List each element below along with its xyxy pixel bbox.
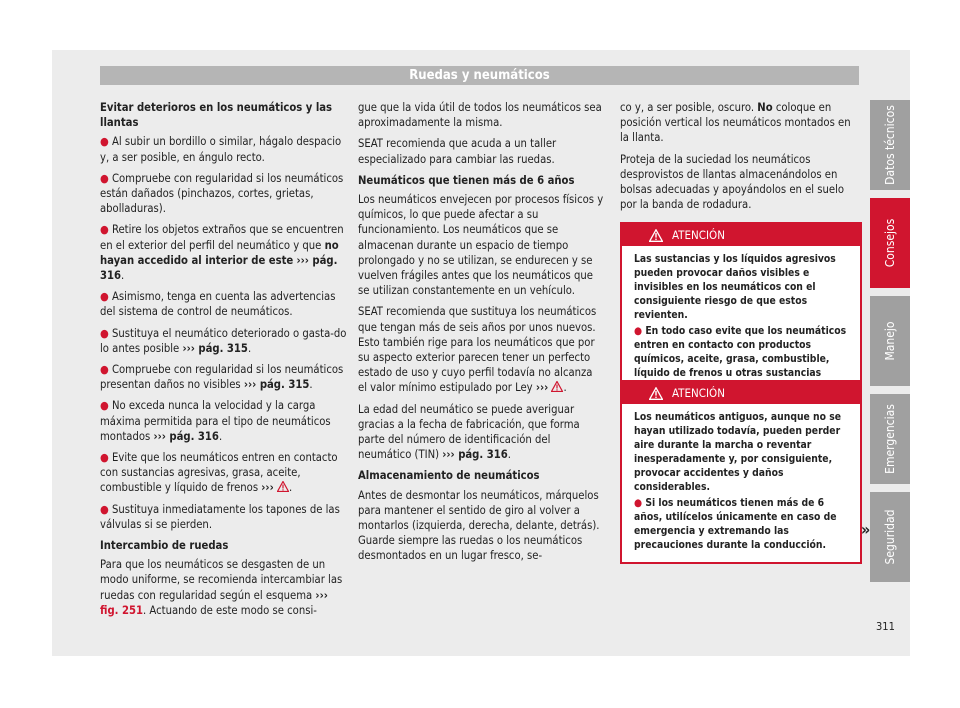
warning-box <box>620 222 862 406</box>
warning-body: Los neumáticos antiguos, aunque no se hayan utilizado todavía, pueden perder aire durante la marcha o reventar inesperadamente y, por consiguiente, provocar accidentes y daños considerables. ● Si los neumáticos tienen más de 6 años, utilícelos únicamente en caso de emergencia y extremando las precauciones durante la conducción. <box>634 411 842 551</box>
page-number: 311 <box>876 620 895 633</box>
paragraph: gue que la vida útil de todos los neumáticos sea aproximadamente la misma. <box>358 101 602 130</box>
tab-emergencias[interactable]: Emergencias <box>870 394 910 484</box>
section-heading: Neumáticos que tienen más de 6 años <box>358 173 575 187</box>
section-heading: Almacenamiento de neumáticos <box>358 469 540 483</box>
page-link[interactable]: ››› <box>261 481 274 495</box>
column-2 <box>358 100 604 570</box>
warning-title-bar <box>622 382 860 404</box>
warning-icon <box>649 387 663 400</box>
bullet-icon: ● <box>100 326 109 340</box>
paragraph: SEAT recomienda que acuda a un taller especializado para cambiar las ruedas. <box>358 137 557 166</box>
list-item: ● Asimismo, tenga en cuenta las advertencias del sistema de control de neumáticos. <box>100 290 336 319</box>
warning-icon <box>277 481 289 492</box>
paragraph: co y, a ser posible, oscuro. No coloque en posición vertical los neumáticos montados en la llanta. <box>620 101 851 145</box>
page-link[interactable]: ››› <box>535 381 549 395</box>
warning-title-bar <box>622 224 860 246</box>
bullet-icon: ● <box>634 325 643 337</box>
continue-arrow-icon: » <box>861 520 871 539</box>
bullet-icon: ● <box>100 502 109 516</box>
page-link[interactable]: ››› pág. 315 <box>243 378 310 392</box>
page-link[interactable]: ››› pág. 315 <box>182 341 248 355</box>
column-1 <box>100 100 348 624</box>
column-3 <box>620 100 860 218</box>
paragraph: Proteja de la suciedad los neumáticos desprovistos de llantas almacenándolos en bolsas adecuadas y apoyándolos en el suelo por la banda de rodadura. <box>620 152 845 212</box>
bullet-icon: ● <box>100 290 109 304</box>
warning-box <box>620 380 862 564</box>
section-heading: Evitar deterioros en los neumáticos y las llantas <box>100 101 333 130</box>
list-item: ● Sustituya el neumático deteriorado o gasta-do lo antes posible ››› pág. 315. <box>100 326 347 355</box>
warning-icon <box>551 381 563 392</box>
paragraph: Para que los neumáticos se desgasten de un modo uniforme, se recomienda intercambiar las ruedas con regularidad según el esquema ››› fig. 251. Actuando de este modo se consi- <box>100 558 343 617</box>
paragraph: Los neumáticos envejecen por procesos físicos y químicos, lo que puede afectar a su funcionamiento. Los neumáticos que se almacenan durante un espacio de tiempo prolongado y no se utilizan, se endurecen y se vuelven frágiles antes que los neumáticos que se utilizan constantemente en un vehículo. <box>358 193 604 298</box>
figure-link-arrows[interactable]: ››› <box>315 588 328 602</box>
tab-datos-tecnicos[interactable]: Datos técnicos <box>870 100 910 190</box>
warning-body: Las sustancias y los líquidos agresivos pueden provocar daños visibles e invisibles en los neumáticos con el consiguiente riesgo de que estos revienten. ● En todo caso evite que los neumáticos entren en contacto con productos químicos, aceite, grasa, combustible, líquido de frenos u otras sustancias <box>634 253 847 379</box>
list-item: ● Sustituya inmediatamente los tapones de las válvulas si se pierden. <box>100 502 340 531</box>
bullet-icon: ● <box>100 363 109 377</box>
section-heading: Intercambio de ruedas <box>100 539 229 553</box>
page-link[interactable]: ››› pág. 316 <box>153 429 219 443</box>
tab-seguridad[interactable]: Seguridad <box>870 492 910 582</box>
figure-link[interactable]: fig. 251 <box>100 603 144 617</box>
list-item: ● Evite que los neumáticos entren en contacto con sustancias agresivas, grasa, aceite, combustible y líquido de frenos ››› . <box>100 451 338 495</box>
bullet-icon: ● <box>100 223 109 237</box>
bullet-icon: ● <box>634 497 643 509</box>
warning-title: ATENCIÓN <box>672 386 725 400</box>
paragraph: Antes de desmontar los neumáticos, márquelos para mantener el sentido de giro al volver a montarlos (izquierda, derecha, delante, detrás). Guarde siempre las ruedas o los neumáticos desmontados en un lugar fresco, se- <box>358 488 600 563</box>
paragraph: La edad del neumático se puede averiguar gracias a la fecha de fabricación, que forma parte del número de identificación del neumático (TIN) ››› pág. 316. <box>358 402 580 462</box>
list-item: ● Retire los objetos extraños que se encuentren en el exterior del perfil del neumático y que no hayan accedido al interior de este ››› pág. 316. <box>100 223 344 283</box>
list-item: ● Al subir un bordillo o similar, hágalo despacio y, a ser posible, en ángulo recto. <box>100 135 342 164</box>
page-title: Ruedas y neumáticos <box>100 66 859 85</box>
tab-manejo[interactable]: Manejo <box>870 296 910 386</box>
page-link[interactable]: ››› pág. 316 <box>442 448 508 462</box>
paragraph: SEAT recomienda que sustituya los neumáticos que tengan más de seis años por unos nuevos. Esto también rige para los neumáticos que por su aspecto exterior parecen tener un perfecto estado de uso y cuyo perfil todavía no alcanza el valor mínimo estipulado por Ley ››› . <box>358 305 597 395</box>
list-item: ● Compruebe con regularidad si los neumáticos presentan daños no visibles ››› pág. 315. <box>100 363 344 392</box>
warning-title: ATENCIÓN <box>672 228 725 242</box>
tab-consejos[interactable]: Consejos <box>870 198 910 288</box>
warning-icon <box>649 229 663 242</box>
bullet-icon: ● <box>100 399 109 413</box>
list-item: ● Compruebe con regularidad si los neumáticos están dañados (pinchazos, cortes, grietas, abolladuras). <box>100 171 344 216</box>
bullet-icon: ● <box>100 451 109 465</box>
bullet-icon: ● <box>100 171 109 185</box>
page-link[interactable]: ››› pág. 316 <box>100 253 338 283</box>
bullet-icon: ● <box>100 135 109 149</box>
list-item: ● No exceda nunca la velocidad y la carga máxima permitida para el tipo de neumáticos montados ››› pág. 316. <box>100 399 331 443</box>
